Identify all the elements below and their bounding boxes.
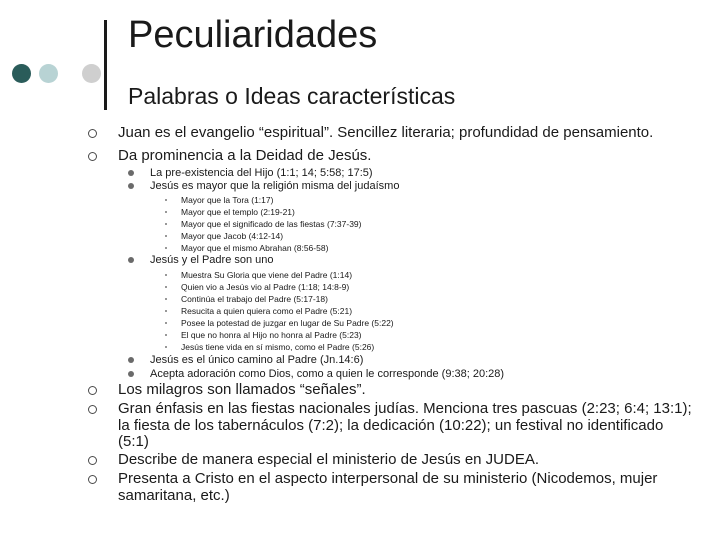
dot-bullet-icon: [165, 286, 167, 288]
list-item: Muestra Su Gloria que viene del Padre (1:14): [181, 269, 681, 281]
list-item: Presenta a Cristo en el aspecto interpersonal de su ministerio (Nicodemos, mujer samaritana, etc.): [118, 471, 703, 504]
dot-bullet-icon: [165, 199, 167, 201]
list-item: Acepta adoración como Dios, como a quien le corresponde (9:38; 20:28): [150, 368, 690, 381]
list-item: Resucita a quien quiera como el Padre (5:21): [181, 305, 681, 317]
slide-title: Peculiaridades: [128, 14, 378, 56]
list-item: Gran énfasis en las fiestas nacionales judías. Menciona tres pascuas (2:23; 6:4; 13:1); la fiesta de los tabernáculos (7:2); la dedicación (10:22); un festival no identificado (5:1): [118, 401, 693, 451]
list-item: Jesús tiene vida en sí mismo, como el Padre (5:26): [181, 341, 681, 353]
list-item: Jesús es mayor que la religión misma del judaísmo: [150, 180, 690, 193]
dot-bullet-icon: [165, 211, 167, 213]
list-item: Mayor que el mismo Abrahan (8:56-58): [181, 242, 681, 254]
ring-bullet-icon: [88, 405, 97, 414]
list-item: Mayor que la Tora (1:17): [181, 194, 681, 206]
ring-bullet-icon: [88, 456, 97, 465]
list-item: Quien vio a Jesús vio al Padre (1:18; 14:8-9): [181, 281, 681, 293]
dot-bullet-icon: [165, 334, 167, 336]
dot-bullet-icon: [165, 310, 167, 312]
list-item: Posee la potestad de juzgar en lugar de Su Padre (5:22): [181, 317, 681, 329]
dot-bullet-icon: [128, 170, 134, 176]
dot-bullet-icon: [165, 274, 167, 276]
list-item: Mayor que el significado de las fiestas (7:37-39): [181, 218, 681, 230]
list-item: El que no honra al Hijo no honra al Padre (5:23): [181, 329, 681, 341]
list-item: Da prominencia a la Deidad de Jesús.: [118, 148, 708, 165]
dot-bullet-icon: [128, 183, 134, 189]
list-item: Mayor que el templo (2:19-21): [181, 206, 681, 218]
dot-bullet-icon: [165, 235, 167, 237]
list-item: Juan es el evangelio “espiritual”. Sencillez literaria; profundidad de pensamiento.: [118, 125, 708, 142]
list-item: Continúa el trabajo del Padre (5:17-18): [181, 293, 681, 305]
dot-bullet-icon: [165, 322, 167, 324]
ring-bullet-icon: [88, 129, 97, 138]
dot-bullet-icon: [165, 298, 167, 300]
dot-bullet-icon: [128, 371, 134, 377]
slide-subtitle: Palabras o Ideas características: [128, 83, 456, 109]
dot-bullet-icon: [165, 223, 167, 225]
dot-bullet-icon: [128, 257, 134, 263]
ring-bullet-icon: [88, 386, 97, 395]
list-item: Los milagros son llamados “señales”.: [118, 382, 708, 399]
list-item: Jesús y el Padre son uno: [150, 254, 690, 267]
ring-bullet-icon: [88, 475, 97, 484]
list-item: Mayor que Jacob (4:12-14): [181, 230, 681, 242]
dot-bullet-icon: [128, 357, 134, 363]
dot-bullet-icon: [165, 346, 167, 348]
list-item: Describe de manera especial el ministerio de Jesús en JUDEA.: [118, 452, 708, 469]
ring-bullet-icon: [88, 152, 97, 161]
dot-bullet-icon: [165, 247, 167, 249]
list-item: La pre-existencia del Hijo (1:1; 14; 5:58; 17:5): [150, 167, 690, 180]
list-item: Jesús es el único camino al Padre (Jn.14:6): [150, 354, 690, 367]
